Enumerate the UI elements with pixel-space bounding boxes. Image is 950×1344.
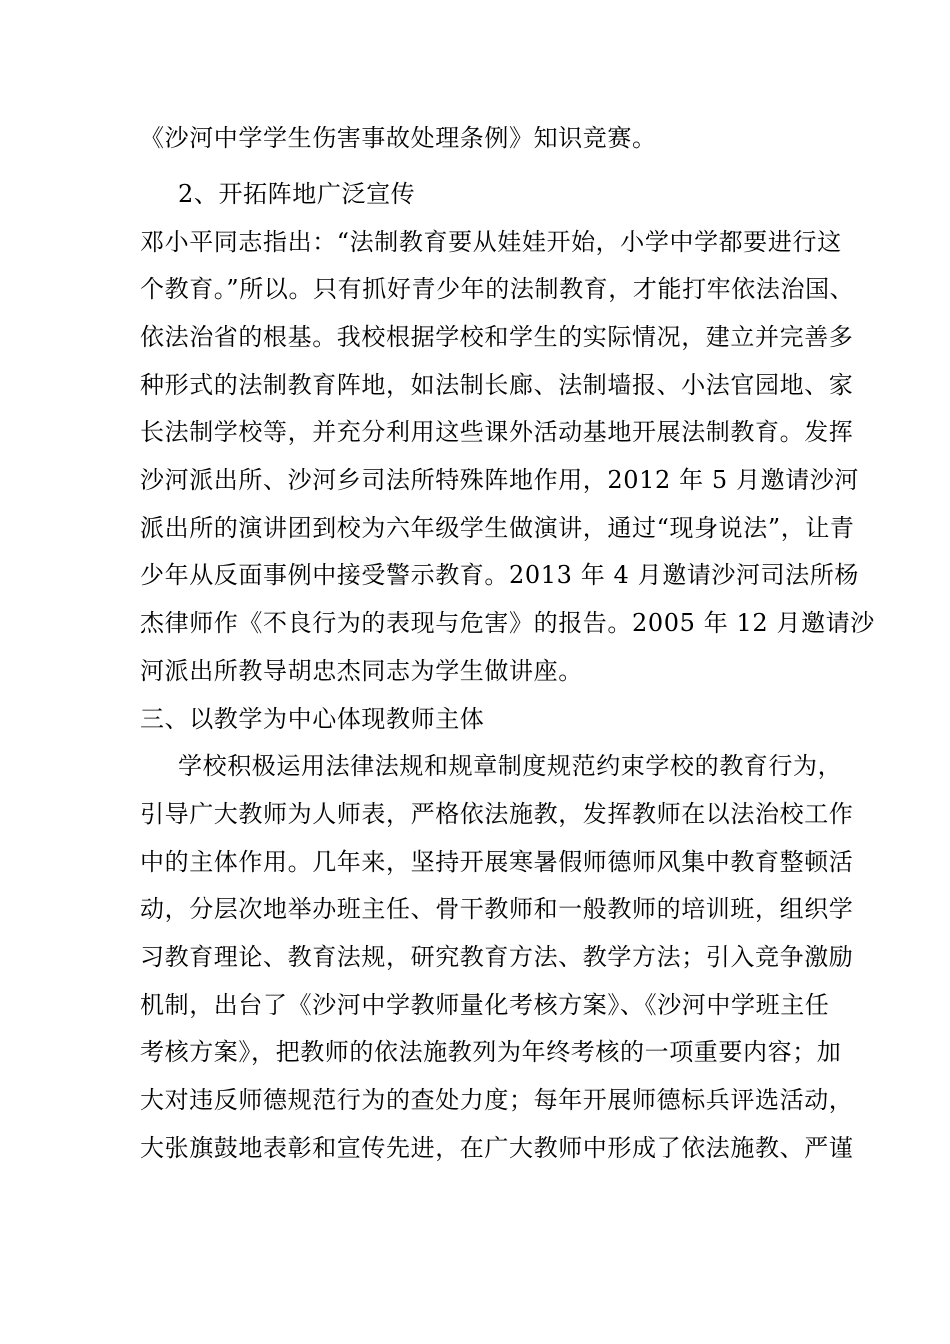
text-line-15: 引导广大教师为人师表，严格依法施教，发挥教师在以法治校工作	[140, 800, 854, 828]
text-line-1: 《沙河中学学生伤害事故处理条例》知识竞赛。	[140, 124, 657, 152]
text-line-17: 动，分层次地举办班主任、骨干教师和一般教师的培训班，组织学	[140, 895, 854, 923]
text-line-11: 杰律师作《不良行为的表现与危害》的报告。2005 年 12 月邀请沙	[140, 609, 875, 637]
text-line-19: 机制，出台了《沙河中学教师量化考核方案》、《沙河中学班主任	[140, 991, 830, 1019]
text-line-22: 大张旗鼓地表彰和宣传先进，在广大教师中形成了依法施教、严谨	[140, 1134, 854, 1162]
text-line-9: 派出所的演讲团到校为六年级学生做演讲，通过“现身说法”，让青	[140, 514, 855, 542]
text-line-8: 沙河派出所、沙河乡司法所特殊阵地作用，2012 年 5 月邀请沙河	[140, 466, 860, 494]
text-line-18: 习教育理论、教育法规，研究教育方法、教学方法；引入竞争激励	[140, 943, 854, 971]
text-line-12: 河派出所教导胡忠杰同志为学生做讲座。	[140, 657, 583, 685]
text-line-20: 考核方案》，把教师的依法施教列为年终考核的一项重要内容；加	[140, 1038, 842, 1066]
text-line-14: 学校积极运用法律法规和规章制度规范约束学校的教育行为，	[178, 752, 843, 780]
section-heading-3: 三、以教学为中心体现教师主体	[140, 705, 485, 733]
text-line-4: 个教育。”所以。只有抓好青少年的法制教育，才能打牢依法治国、	[140, 275, 855, 303]
text-line-21: 大对违反师德规范行为的查处力度；每年开展师德标兵评选活动，	[140, 1086, 854, 1114]
text-line-16: 中的主体作用。几年来，坚持开展寒暑假师德师风集中教育整顿活	[140, 848, 854, 876]
text-line-5: 依法治省的根基。我校根据学校和学生的实际情况，建立并完善多	[140, 323, 854, 351]
text-line-7: 长法制学校等，并充分利用这些课外活动基地开展法制教育。发挥	[140, 418, 854, 446]
section-heading-2: 2、开拓阵地广泛宣传	[178, 180, 416, 208]
text-line-10: 少年从反面事例中接受警示教育。2013 年 4 月邀请沙河司法所杨	[140, 561, 860, 589]
text-line-6: 种形式的法制教育阵地，如法制长廊、法制墙报、小法官园地、家	[140, 371, 854, 399]
text-line-3: 邓小平同志指出：“法制教育要从娃娃开始，小学中学都要进行这	[140, 228, 842, 256]
